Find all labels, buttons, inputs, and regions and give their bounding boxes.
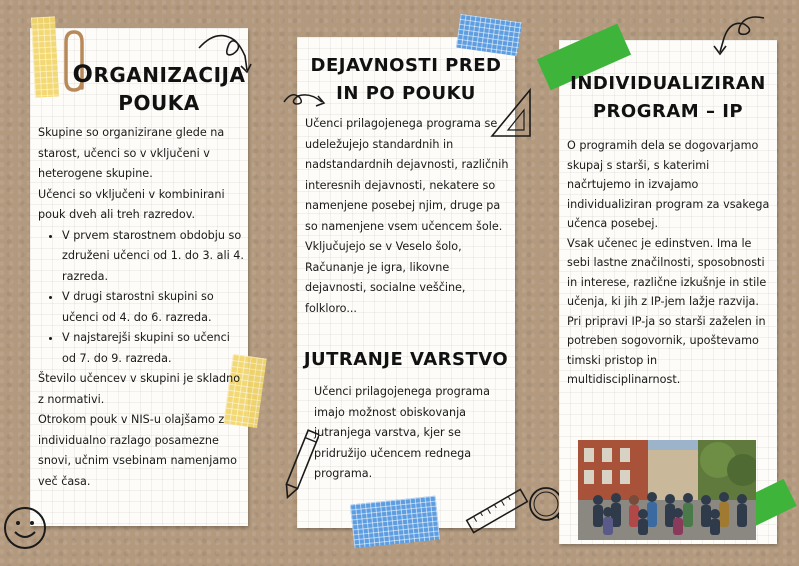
group-photo xyxy=(578,440,756,540)
list-item: • V prvem starostnem obdobju so združeni učenci od 1. do 3. ali 4. razreda. xyxy=(62,226,244,288)
panel3-body xyxy=(567,136,773,390)
panel2-title-line1: DEJAVNOSTI PRED xyxy=(310,55,502,76)
smiley-icon xyxy=(2,505,48,551)
panel3-title xyxy=(562,70,774,126)
curly-arrow-icon xyxy=(282,88,330,114)
panel1-title-first-letter: O xyxy=(72,60,94,88)
panel1-list xyxy=(38,226,244,370)
panel2-para2: Učenci prilagojenega programa imajo možnost obiskovanja jutranjega varstva, kjer se pridružijo učencem rednega programa. xyxy=(314,385,490,480)
panel1-para2: Učenci so vključeni v kombinirani pouk dveh ali treh razredov. xyxy=(38,187,225,221)
panel1-para1: Skupine so organizirane glede na starost, učenci so v vključeni v heterogene skupine. xyxy=(38,126,225,180)
panel3-title-line1: INDIVIDUALIZIRAN xyxy=(570,73,766,94)
panel1-title-line1: RGANIZACIJA xyxy=(93,63,246,87)
panel3-title-line2: PROGRAM – IP xyxy=(592,101,744,122)
panel1-body xyxy=(38,123,244,492)
panel3-para2: Vsak učenec je edinstven. Ima le sebi lastne značilnosti, sposobnosti in interese, različne izkušnje in stile učenja, ki jih z IP-jem lažje razvija. xyxy=(567,236,767,308)
ruler-icon xyxy=(462,486,532,536)
tape-blue-bottom xyxy=(350,496,440,549)
panel1-para3: Število učencev v skupini je skladno z normativi. xyxy=(38,372,241,406)
panel2-title-line2: IN PO POUKU xyxy=(336,83,476,104)
tape-yellow-top xyxy=(31,16,59,97)
panel1-para4: Otrokom pouk v NIS-u olajšamo z individualno razlago posamezne snovi, učnim vsebinam namenjamo več časa. xyxy=(38,413,237,488)
panel2-title xyxy=(300,52,512,108)
panel3-para3: Pri pripravi IP-ja so starši zaželen in potreben sogovornik, upoštevamo timski pristop in multidisciplinarnost. xyxy=(567,314,766,386)
panel2-body xyxy=(305,114,513,319)
curly-arrow-icon xyxy=(706,12,768,60)
curly-arrow-icon xyxy=(195,28,255,78)
list-item: • V drugi starostni skupini so učenci od 4. do 6. razreda. xyxy=(62,287,244,328)
list-item: • V najstarejši skupini so učenci od 7. do 9. razreda. xyxy=(62,328,244,369)
pencil-icon xyxy=(283,424,319,504)
panel2-body2 xyxy=(314,382,510,485)
panel3-para1: O programih dela se dogovarjamo skupaj s starši, s katerimi načrtujemo in izvajamo individualiziran program za vsakega učenca posebej. xyxy=(567,139,770,230)
panel2-title2: JUTRANJE VARSTVO xyxy=(303,349,509,370)
panel1-title-line2: POUKA xyxy=(118,91,200,115)
panel2-para: Učenci prilagojenega programa se udeležujejo standardnih in nadstandardnih dejavnosti, različnih interesnih dejavnosti, nekatere so namenjene posebej njim, druge pa so namenjene vsem učencem šole. Vključujejo se v Veselo šolo, Računanje je igra, likovne dejavnosti, socialne veščine, folkloro... xyxy=(305,117,509,315)
